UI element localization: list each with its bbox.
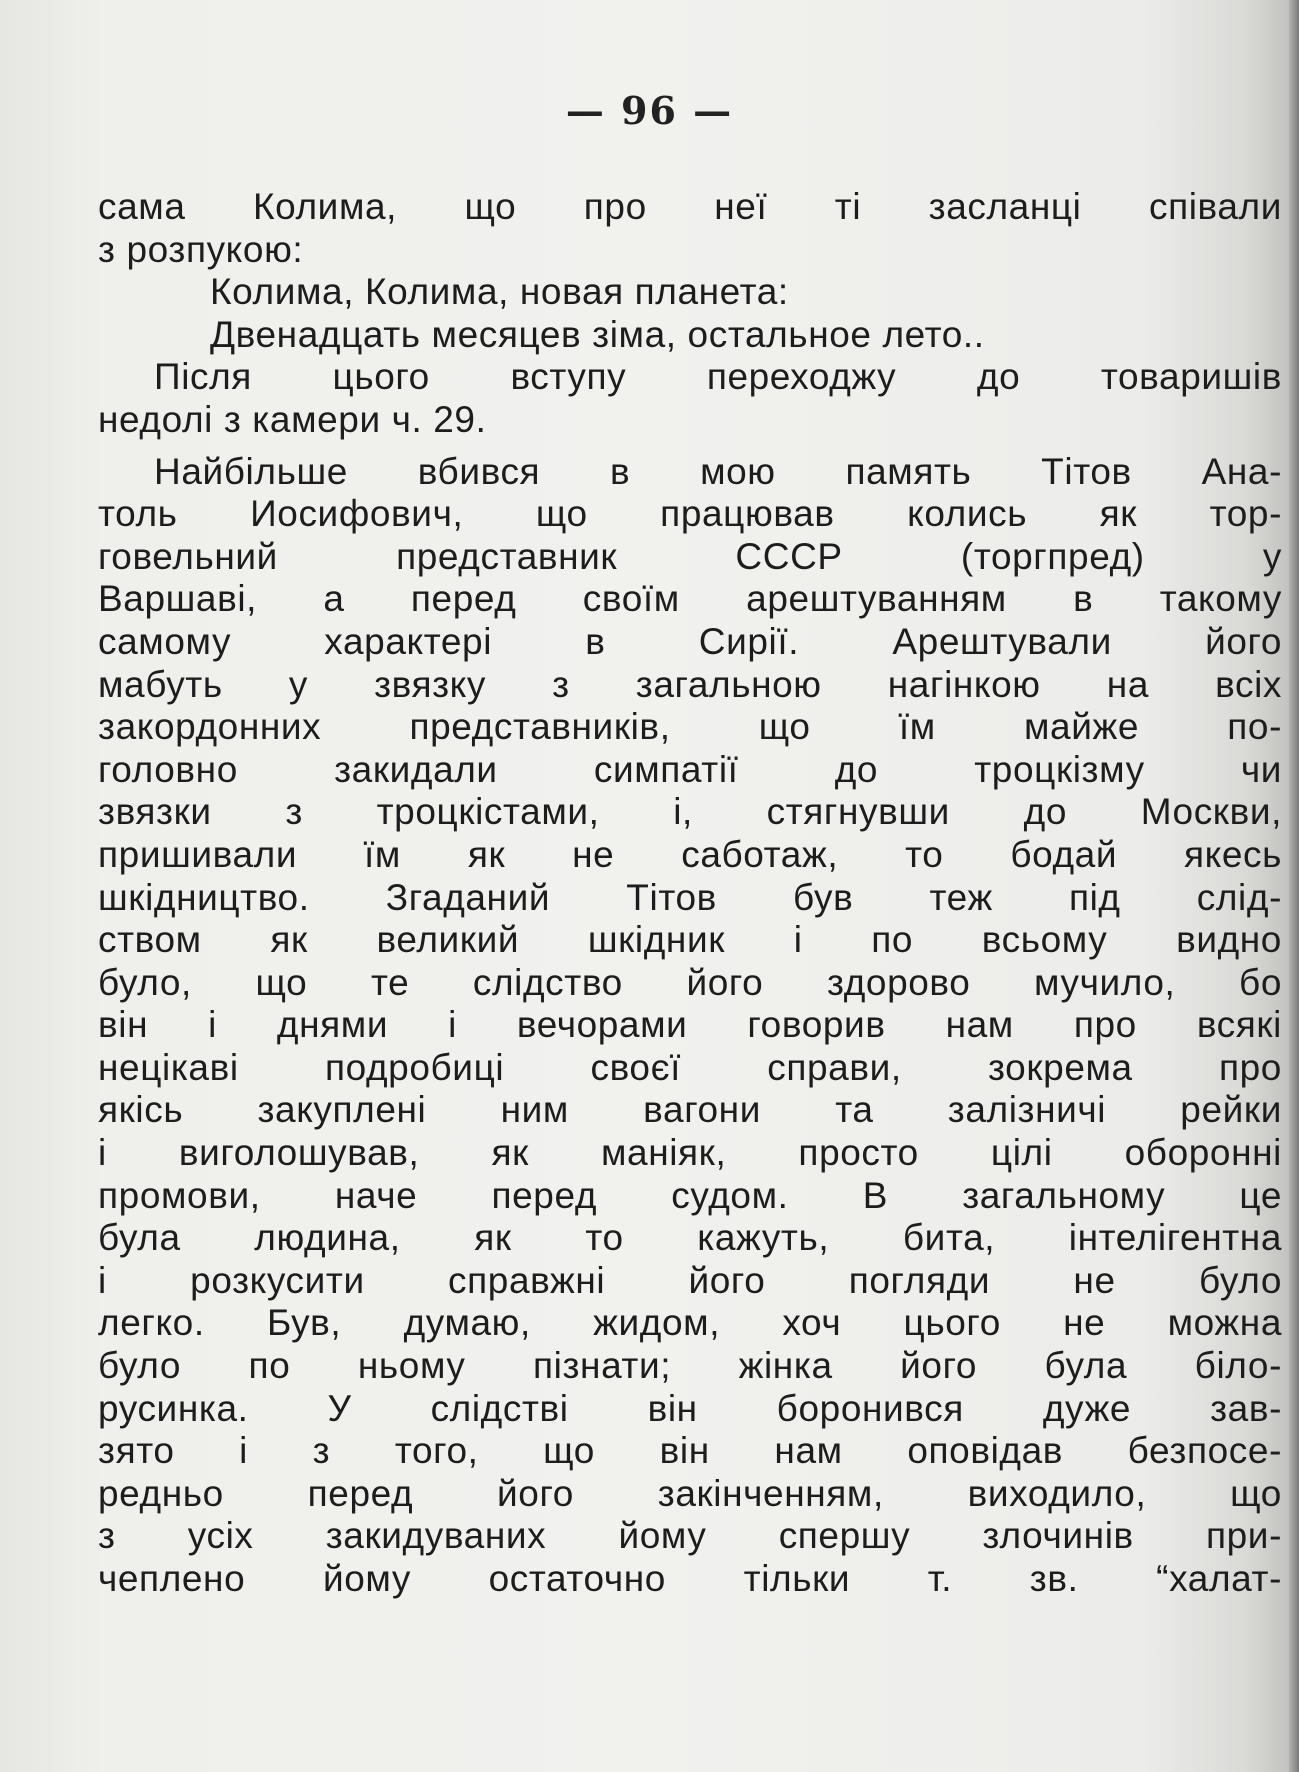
text-line: мабуть у звязку з загальною нагінкою на всіх [98, 663, 1282, 705]
binding-edge [1289, 0, 1299, 1772]
text-line: пришивали їм як не саботаж, то бодай якесь [98, 833, 1282, 875]
text-line: головно закидали симпатії до троцкізму чи [98, 748, 1282, 790]
text-line: недолі з камери ч. 29. [98, 398, 487, 440]
text-line: чеплено йому остаточно тільки т. зв. “халат- [98, 1558, 1282, 1599]
body-text [98, 186, 1282, 1601]
text-line: з розпукою: [98, 228, 304, 270]
paragraph-gap [98, 442, 1282, 451]
text-line: було по ньому пізнати; жінка його була біло- [98, 1345, 1282, 1387]
text-line: було, що те слідство його здорово мучило, бо [98, 961, 1282, 1003]
text-line: промови, наче перед судом. В загальному це [98, 1174, 1282, 1216]
poem-line: Колима, Колима, новая планета: [210, 271, 789, 313]
text-line: звязки з троцкістами, і, стягнувши до Москви, [98, 791, 1282, 833]
text-line: якісь закуплені ним вагони та залізничі рейки [98, 1089, 1282, 1131]
text-line: легко. Був, думаю, жидом, хоч цього не можна [98, 1302, 1282, 1344]
text-line: толь Иосифович, що працював колись як тор- [98, 493, 1282, 535]
text-line: і розкусити справжні його погляди не було [98, 1259, 1282, 1301]
text-line: Після цього вступу переходжу до товаришів [154, 356, 1282, 398]
text-line: самому характері в Сирії. Арештували його [98, 620, 1282, 662]
text-line: редньо перед його закінченням, виходило, що [98, 1472, 1282, 1514]
text-line: з усіх закидуваних йому спершу злочинів при- [98, 1515, 1282, 1557]
text-line: говельний представник СССР (торгпред) у [98, 535, 1282, 577]
text-line: сама Колима, що про неї ті засланці співали [98, 186, 1282, 227]
text-line: нецікаві подробиці своєї справи, зокрема про [98, 1046, 1282, 1088]
text-line: зято і з того, що він нам оповідав безпосе- [98, 1430, 1282, 1472]
poem-line: Двенадцать месяцев зіма, остальное лето.. [210, 313, 985, 355]
text-line: і виголошував, як маніяк, просто цілі оборонні [98, 1132, 1282, 1174]
text-line: він і днями і вечорами говорив нам про всякі [98, 1004, 1282, 1046]
page-number: — 96 — [565, 88, 734, 133]
text-line: русинка. У слідстві він боронився дуже зав- [98, 1387, 1282, 1429]
text-line: Варшаві, а перед своїм арештуванням в такому [98, 578, 1282, 620]
text-line: була людина, як то кажуть, бита, інтелігентна [98, 1217, 1282, 1259]
text-line: Найбільше вбився в мою память Тітов Ана- [154, 450, 1282, 492]
text-line: шкідництво. Згаданий Тітов був теж під слід- [98, 876, 1282, 918]
text-line: ством як великий шкідник і по всьому видно [98, 919, 1282, 961]
text-line: закордонних представників, що їм майже по- [98, 706, 1282, 748]
